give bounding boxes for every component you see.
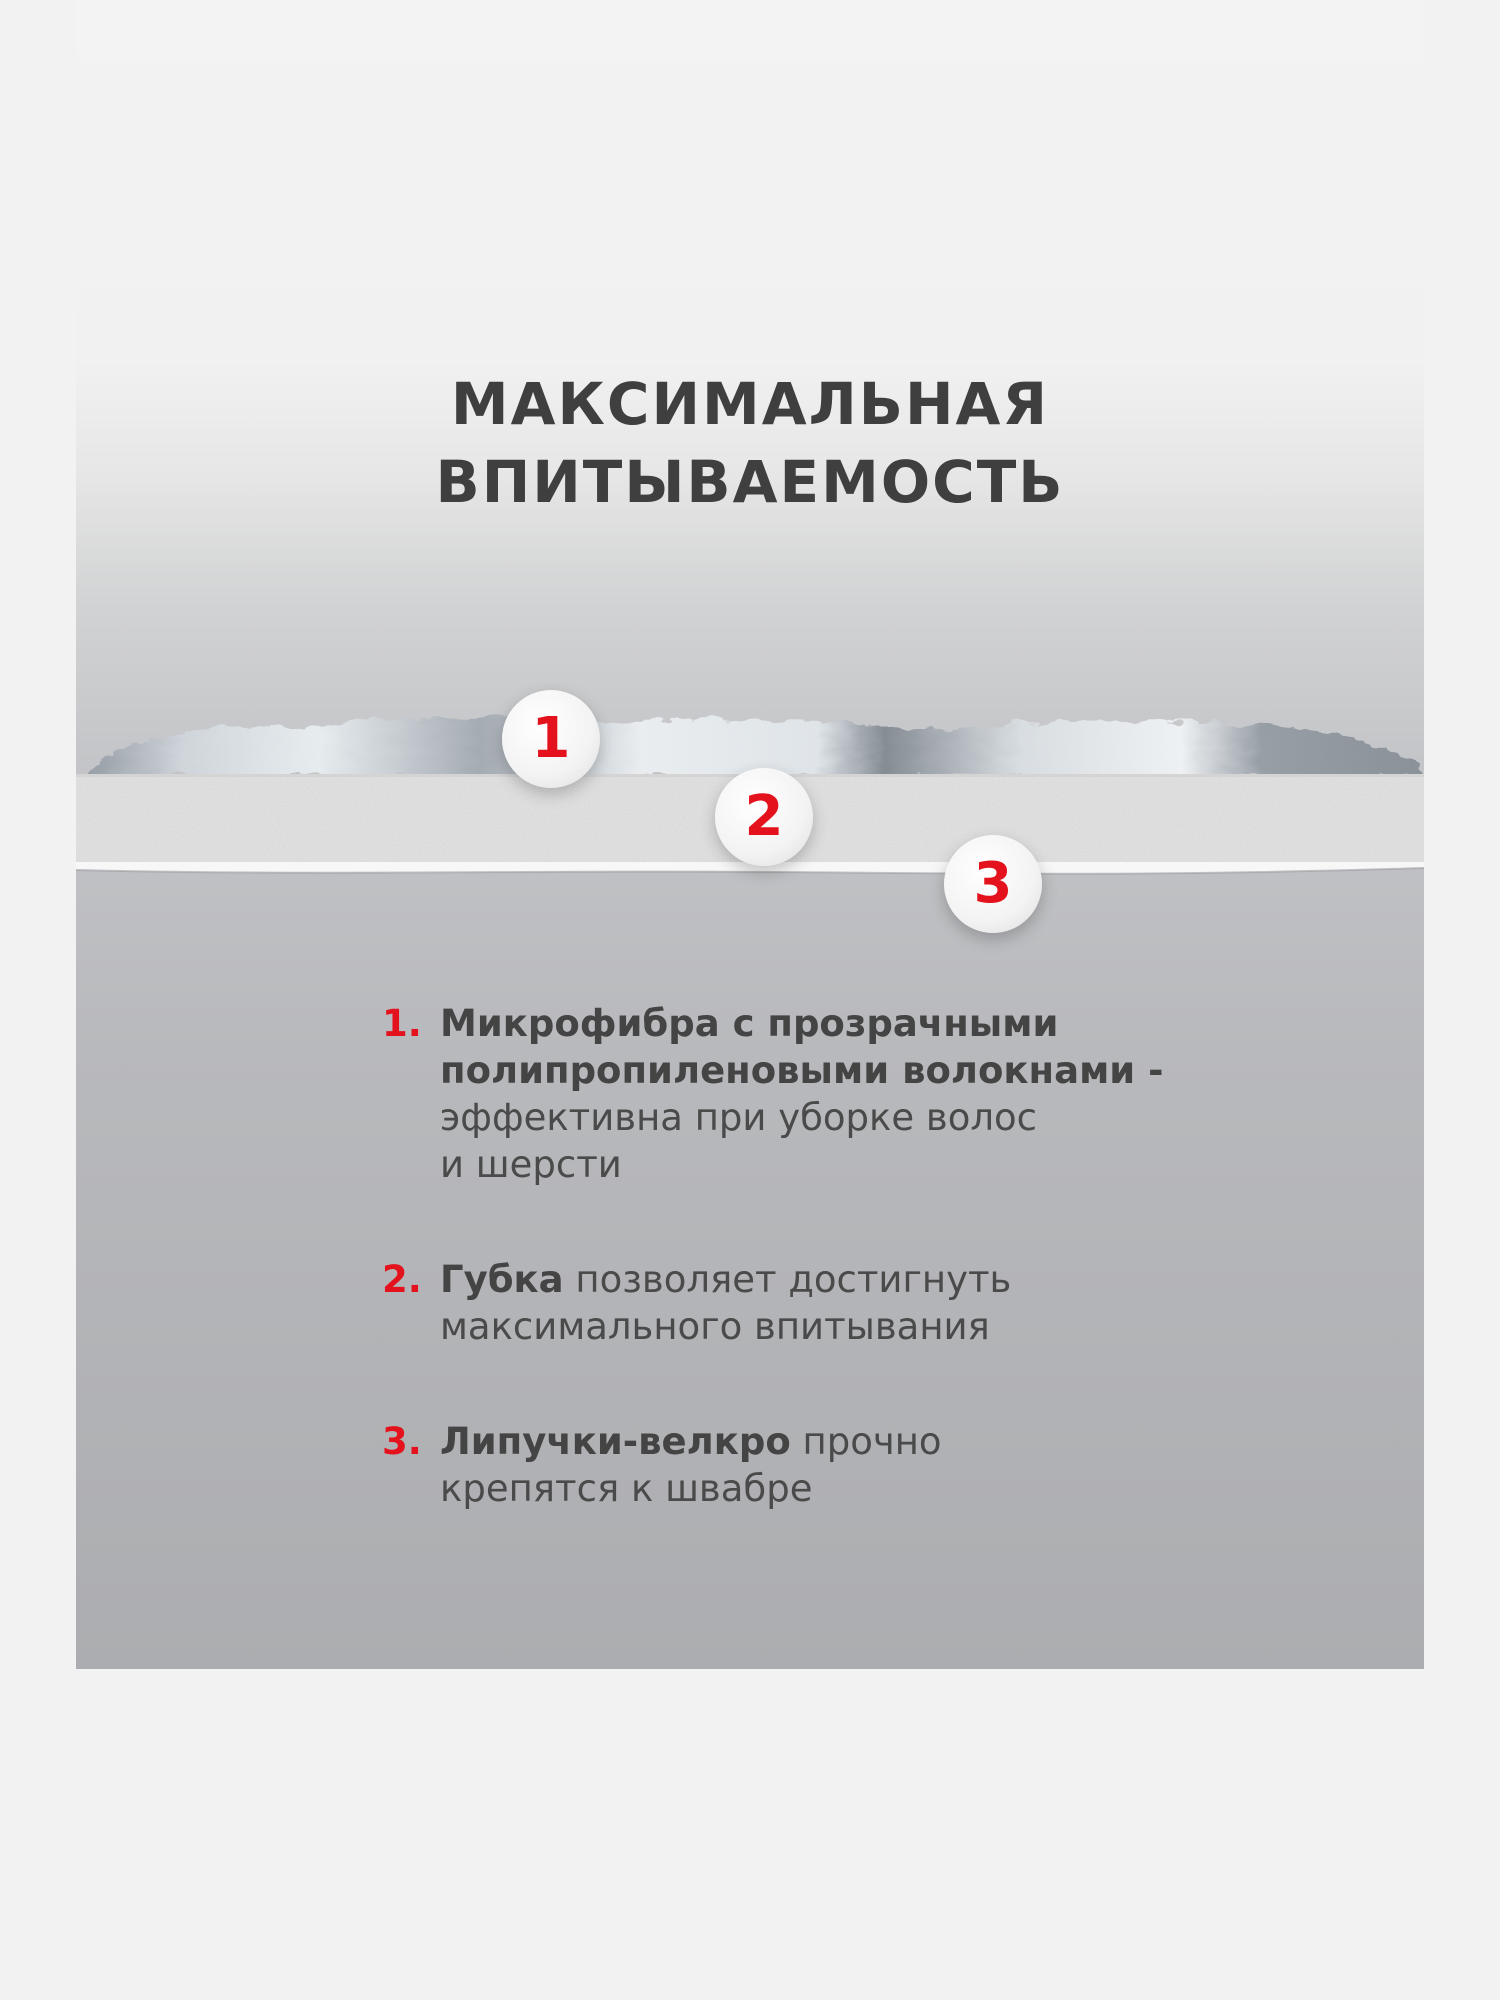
product-card	[76, 0, 1424, 1669]
feature-bold-text: полипропиленовыми волокнами -	[440, 1049, 1164, 1092]
feature-item-microfiber	[382, 1000, 1282, 1188]
feature-number: 2.	[382, 1258, 422, 1301]
feature-bold-text: Губка	[440, 1258, 564, 1301]
feature-number: 1.	[382, 1002, 422, 1045]
mop-pad-layers-illustration	[76, 690, 1424, 950]
features-list	[382, 1000, 1282, 1580]
title-line-1: МАКСИМАЛЬНАЯ	[450, 370, 1050, 438]
feature-text: прочно	[790, 1420, 942, 1463]
feature-text: максимального впитывания	[440, 1305, 990, 1348]
feature-bold-text: Липучки-велкро	[440, 1420, 791, 1463]
feature-bold-text: Микрофибра с прозрачными	[440, 1002, 1059, 1045]
page-title	[76, 365, 1424, 521]
feature-text: позволяет достигнуть	[563, 1258, 1012, 1301]
layer-badge-1: 1	[502, 690, 600, 788]
feature-text: и шерсти	[440, 1143, 622, 1186]
feature-item-velcro	[382, 1418, 1282, 1512]
feature-number: 3.	[382, 1420, 422, 1463]
title-line-2: ВПИТЫВАЕМОСТЬ	[435, 448, 1065, 516]
feature-item-sponge	[382, 1256, 1282, 1350]
feature-text: крепятся к швабре	[440, 1467, 813, 1510]
layer-badge-3: 3	[944, 835, 1042, 933]
feature-text: эффективна при уборке волос	[440, 1096, 1037, 1139]
layer-badge-2: 2	[715, 768, 813, 866]
